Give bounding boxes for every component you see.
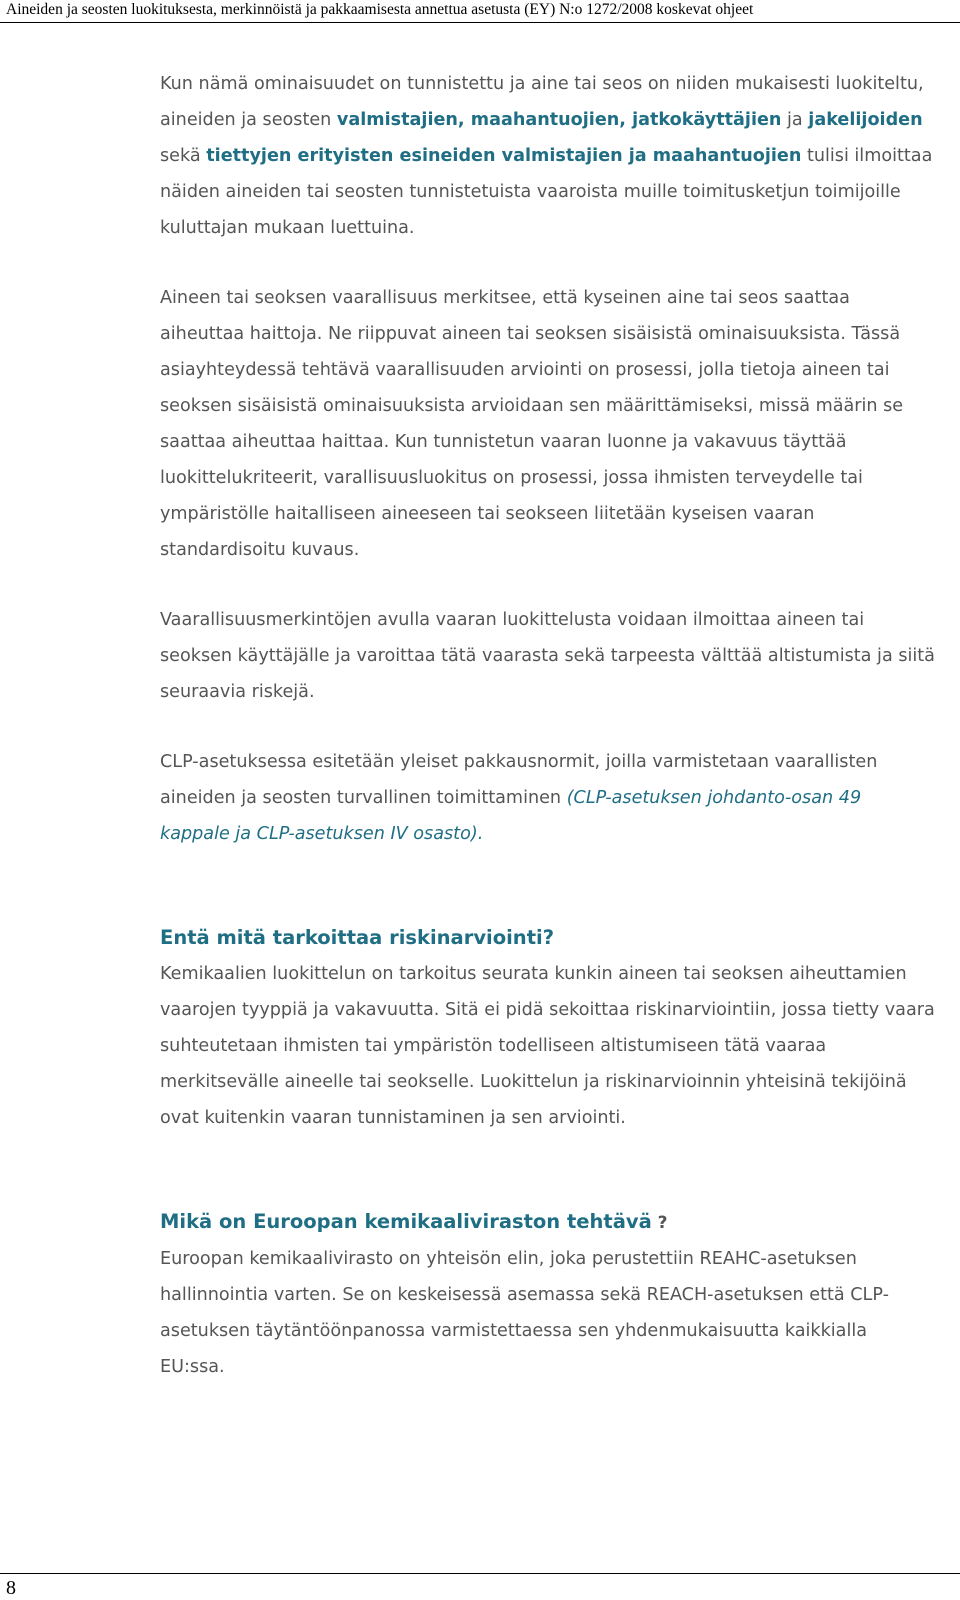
text-line: seoksen käyttäjälle ja varoittaa tätä vaarasta sekä tarpeesta välttää altistumista ja siitä: [160, 646, 935, 666]
text-line: CLP-asetuksessa esitetään yleiset pakkausnormit, joilla varmistetaan vaarallisten: [160, 752, 878, 772]
emphasis-text: tiettyjen erityisten esineiden valmistajien ja maahantuojien: [206, 146, 802, 166]
text-line: ovat kuitenkin vaaran tunnistaminen ja sen arviointi.: [160, 1108, 626, 1128]
section-heading: Mikä on Euroopan kemikaaliviraston tehtävä: [160, 1210, 652, 1233]
header-title: Aineiden ja seosten luokituksesta, merkinnöistä ja pakkaamisesta annettua asetusta (EY) N:o 1272/2008 koskevat ohjeet: [6, 1, 754, 18]
paragraph-hazard-definition: [160, 280, 960, 568]
text-run: ja: [781, 110, 809, 130]
text-line: asetuksen täytäntöönpanossa varmistettaessa sen yhdenmukaisuutta kaikkialla: [160, 1321, 868, 1341]
emphasis-text: valmistajien, maahantuojien, jatkokäyttäjien: [336, 110, 782, 130]
text-line: merkitsevälle aineelle tai seokselle. Luokittelun ja riskinarvioinnin yhteisinä tekijöinä: [160, 1072, 907, 1092]
paragraph-packaging-norms: [160, 744, 960, 852]
legal-reference: (CLP-asetuksen johdanto-osan 49: [566, 788, 862, 808]
section-heading-line: [160, 1204, 960, 1241]
text-line: luokittelukriteerit, varallisuusluokitus on prosessi, jossa ihmisten terveydelle tai: [160, 468, 863, 488]
text-line: Vaarallisuusmerkintöjen avulla vaaran luokittelusta voidaan ilmoittaa aineen tai: [160, 610, 865, 630]
section-risk-assessment: [160, 920, 960, 1136]
text-run: sekä: [160, 146, 207, 166]
text-line: [160, 102, 960, 138]
text-line: Kemikaalien luokittelun on tarkoitus seurata kunkin aineen tai seoksen aiheuttamien: [160, 964, 907, 984]
page-number: 8: [6, 1577, 16, 1599]
text-line: standardisoitu kuvaus.: [160, 540, 360, 560]
text-run: aineiden ja seosten turvallinen toimittaminen: [160, 788, 567, 808]
text-line: suhteutetaan ihmisten tai ympäristön todelliseen altistumiseen tätä vaaraa: [160, 1036, 827, 1056]
text-line: Kun nämä ominaisuudet on tunnistettu ja aine tai seos on niiden mukaisesti luokiteltu,: [160, 74, 924, 94]
text-line: aiheuttaa haittoja. Ne riippuvat aineen tai seoksen sisäisistä ominaisuuksista. Tässä: [160, 324, 901, 344]
text-line: seuraavia riskejä.: [160, 682, 315, 702]
paragraph-hazard-labelling: [160, 602, 960, 710]
text-line: Euroopan kemikaalivirasto on yhteisön elin, joka perustettiin REAHC-asetuksen: [160, 1249, 857, 1269]
text-run: aineiden ja seosten: [160, 110, 337, 130]
section-echa-role: [160, 1204, 960, 1385]
text-line: [160, 780, 960, 816]
emphasis-text: jakelijoiden: [808, 110, 923, 130]
text-line: seoksen sisäisistä ominaisuuksista arvioidaan sen määrittämiseksi, missä määrin se: [160, 396, 904, 416]
text-line: hallinnointia varten. Se on keskeisessä asemassa sekä REACH-asetuksen että CLP-: [160, 1285, 889, 1305]
document-body: [160, 66, 960, 1385]
text-line: näiden aineiden tai seosten tunnistetuista vaaroista muille toimitusketjun toimijoille: [160, 182, 901, 202]
text-line: ympäristölle haitalliseen aineeseen tai seokseen liitetään kyseisen vaaran: [160, 504, 815, 524]
paragraph-classification-communication: [160, 66, 960, 246]
text-line: EU:ssa.: [160, 1357, 225, 1377]
text-line: asiayhteydessä tehtävä vaarallisuuden arviointi on prosessi, jolla tietoja aineen tai: [160, 360, 890, 380]
text-line: vaarojen tyyppiä ja vakavuutta. Sitä ei pidä sekoittaa riskinarviointiin, jossa tietty vaara: [160, 1000, 935, 1020]
footer-divider: [0, 1573, 960, 1574]
question-mark: ?: [651, 1213, 668, 1233]
page-header: [0, 0, 960, 23]
legal-reference: kappale ja CLP-asetuksen IV osasto).: [160, 824, 484, 844]
text-line: Aineen tai seoksen vaarallisuus merkitsee, että kyseinen aine tai seos saattaa: [160, 288, 850, 308]
text-run: tulisi ilmoittaa: [801, 146, 933, 166]
section-heading: Entä mitä tarkoittaa riskinarviointi?: [160, 926, 555, 949]
text-line: kuluttajan mukaan luettuina.: [160, 218, 415, 238]
text-line: saattaa aiheuttaa haittaa. Kun tunnistetun vaaran luonne ja vakavuus täyttää: [160, 432, 847, 452]
text-line: [160, 138, 960, 174]
